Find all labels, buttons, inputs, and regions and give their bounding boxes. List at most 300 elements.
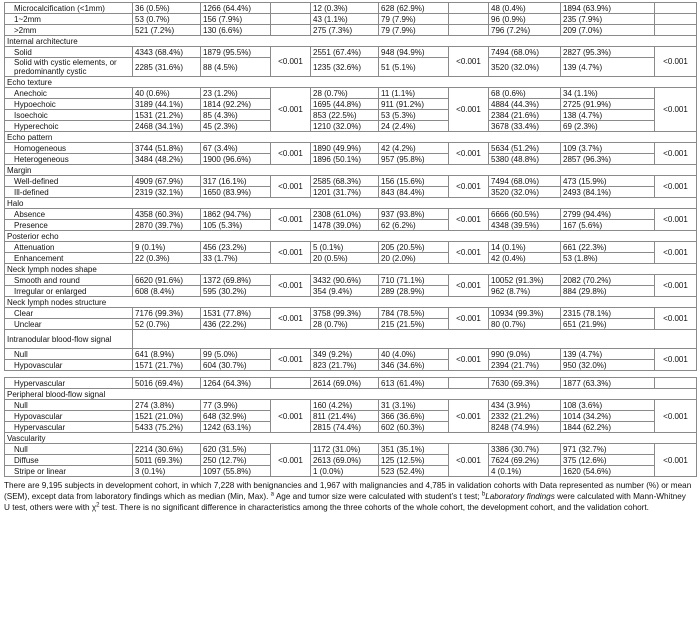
value-cell: 1097 (55.8%) xyxy=(201,466,271,477)
value-cell: 2827 (95.3%) xyxy=(561,47,655,58)
empty-cell xyxy=(449,25,489,36)
value-cell: 3 (0.1%) xyxy=(133,466,201,477)
value-cell: 5011 (69.3%) xyxy=(133,455,201,466)
group-header-row xyxy=(5,165,697,176)
group-label: Echo texture xyxy=(5,77,697,88)
value-cell: 1571 (21.7%) xyxy=(133,360,201,371)
empty-cell xyxy=(271,14,311,25)
value-cell: 1620 (54.6%) xyxy=(561,466,655,477)
empty-cell xyxy=(655,3,697,14)
value-cell: 7630 (69.3%) xyxy=(489,378,561,389)
row-label: Solid xyxy=(5,47,133,58)
value-cell: 317 (16.1%) xyxy=(201,176,271,187)
row-label: Null xyxy=(5,444,133,455)
value-cell: 1879 (95.5%) xyxy=(201,47,271,58)
value-cell: 52 (0.7%) xyxy=(133,319,201,330)
group-label: Posterior echo xyxy=(5,231,697,242)
value-cell: 971 (32.7%) xyxy=(561,444,655,455)
value-cell: 53 (5.3%) xyxy=(379,110,449,121)
value-cell: 843 (84.4%) xyxy=(379,187,449,198)
value-cell: 3432 (90.6%) xyxy=(311,275,379,286)
value-cell: 962 (8.7%) xyxy=(489,286,561,297)
p-value-cell: <0.001 xyxy=(655,242,697,264)
value-cell: 10052 (91.3%) xyxy=(489,275,561,286)
value-cell: 5 (0.1%) xyxy=(311,242,379,253)
value-cell: 473 (15.9%) xyxy=(561,176,655,187)
value-cell: 10934 (99.3%) xyxy=(489,308,561,319)
value-cell: 138 (4.7%) xyxy=(561,110,655,121)
table-row xyxy=(5,422,697,433)
value-cell: 53 (1.8%) xyxy=(561,253,655,264)
value-cell: 1531 (77.8%) xyxy=(201,308,271,319)
table-row xyxy=(5,154,697,165)
value-cell: 4343 (68.4%) xyxy=(133,47,201,58)
footnote-text-2: Age and tumor size were calculated with student’s t test; xyxy=(274,492,482,501)
row-label: Hypovascular xyxy=(5,411,133,422)
table-row xyxy=(5,99,697,110)
row-label: Stripe or linear xyxy=(5,466,133,477)
value-cell: 604 (30.7%) xyxy=(201,360,271,371)
characteristics-table-lower xyxy=(4,377,697,477)
value-cell: 641 (8.9%) xyxy=(133,349,201,360)
p-value-cell: <0.001 xyxy=(655,143,697,165)
footnote-sup-b: b xyxy=(481,491,486,498)
p-value-cell: <0.001 xyxy=(449,47,489,77)
group-label: Neck lymph nodes structure xyxy=(5,297,697,308)
value-cell: 80 (0.7%) xyxy=(489,319,561,330)
value-cell: 351 (35.1%) xyxy=(379,444,449,455)
value-cell: 853 (22.5%) xyxy=(311,110,379,121)
group-header-row xyxy=(5,330,697,349)
row-label: Null xyxy=(5,349,133,360)
row-label: Irregular or enlarged xyxy=(5,286,133,297)
value-cell: 2613 (69.0%) xyxy=(311,455,379,466)
value-cell: 9 (0.1%) xyxy=(133,242,201,253)
row-label: Solid with cystic elements, or predominantly cystic xyxy=(5,58,133,77)
value-cell: 1235 (32.6%) xyxy=(311,58,379,77)
table-row xyxy=(5,143,697,154)
value-cell: 1844 (62.2%) xyxy=(561,422,655,433)
empty-cell xyxy=(271,3,311,14)
p-value-cell: <0.001 xyxy=(655,349,697,371)
group-header-row xyxy=(5,389,697,400)
value-cell: 620 (31.5%) xyxy=(201,444,271,455)
row-label: Ill-defined xyxy=(5,187,133,198)
characteristics-table-upper xyxy=(4,2,697,371)
value-cell: 6620 (91.6%) xyxy=(133,275,201,286)
value-cell: 366 (36.6%) xyxy=(379,411,449,422)
footnote-italic: Laboratory findings xyxy=(485,492,555,501)
group-header-row xyxy=(5,77,697,88)
group-label: Echo pattern xyxy=(5,132,697,143)
value-cell: 3678 (33.4%) xyxy=(489,121,561,132)
value-cell: 1172 (31.0%) xyxy=(311,444,379,455)
value-cell: 608 (8.4%) xyxy=(133,286,201,297)
value-cell: 5433 (75.2%) xyxy=(133,422,201,433)
p-value-cell: <0.001 xyxy=(655,444,697,477)
value-cell: 4348 (39.5%) xyxy=(489,220,561,231)
value-cell: 2857 (96.3%) xyxy=(561,154,655,165)
row-label: Heterogeneous xyxy=(5,154,133,165)
value-cell: 661 (22.3%) xyxy=(561,242,655,253)
footnote-text-3: were calculated with Mann-Whitney U test, others were with χ xyxy=(4,492,686,512)
value-cell: 3758 (99.3%) xyxy=(311,308,379,319)
value-cell: 139 (4.7%) xyxy=(561,58,655,77)
value-cell: 130 (6.6%) xyxy=(201,25,271,36)
table-row xyxy=(5,3,697,14)
value-cell: 235 (7.9%) xyxy=(561,14,655,25)
row-label: Anechoic xyxy=(5,88,133,99)
value-cell: 1896 (50.1%) xyxy=(311,154,379,165)
table-row xyxy=(5,275,697,286)
row-label: Microcalcification (<1mm) xyxy=(5,3,133,14)
value-cell: 7494 (68.0%) xyxy=(489,176,561,187)
value-cell: 3520 (32.0%) xyxy=(489,58,561,77)
value-cell: 1894 (63.9%) xyxy=(561,3,655,14)
value-cell: 205 (20.5%) xyxy=(379,242,449,253)
value-cell: 651 (21.9%) xyxy=(561,319,655,330)
value-cell: 2308 (61.0%) xyxy=(311,209,379,220)
value-cell: 2585 (68.3%) xyxy=(311,176,379,187)
table-row xyxy=(5,444,697,455)
value-cell: 1814 (92.2%) xyxy=(201,99,271,110)
table-row xyxy=(5,25,697,36)
value-cell: 79 (7.9%) xyxy=(379,14,449,25)
empty-cell xyxy=(655,25,697,36)
value-cell: 3484 (48.2%) xyxy=(133,154,201,165)
row-label: Clear xyxy=(5,308,133,319)
value-cell: 79 (7.9%) xyxy=(379,25,449,36)
p-value-cell: <0.001 xyxy=(271,176,311,198)
value-cell: 48 (0.4%) xyxy=(489,3,561,14)
table-row xyxy=(5,319,697,330)
value-cell: 4 (0.1%) xyxy=(489,466,561,477)
value-cell: 1862 (94.7%) xyxy=(201,209,271,220)
value-cell: 2551 (67.4%) xyxy=(311,47,379,58)
value-cell: 24 (2.4%) xyxy=(379,121,449,132)
value-cell: 796 (7.2%) xyxy=(489,25,561,36)
p-value-cell: <0.001 xyxy=(271,349,311,371)
value-cell: 209 (7.0%) xyxy=(561,25,655,36)
value-cell: 2725 (91.9%) xyxy=(561,99,655,110)
value-cell: 96 (0.9%) xyxy=(489,14,561,25)
value-cell: 2315 (78.1%) xyxy=(561,308,655,319)
group-header-row xyxy=(5,264,697,275)
value-cell: 811 (21.4%) xyxy=(311,411,379,422)
p-value-cell: <0.001 xyxy=(271,143,311,165)
value-cell: 6666 (60.5%) xyxy=(489,209,561,220)
value-cell: 3520 (32.0%) xyxy=(489,187,561,198)
value-cell: 20 (0.5%) xyxy=(311,253,379,264)
value-cell: 125 (12.5%) xyxy=(379,455,449,466)
group-header-row xyxy=(5,132,697,143)
value-cell: 521 (7.2%) xyxy=(133,25,201,36)
value-cell: 105 (5.3%) xyxy=(201,220,271,231)
row-label: Hypoechoic xyxy=(5,99,133,110)
empty-cell xyxy=(449,14,489,25)
value-cell: 2082 (70.2%) xyxy=(561,275,655,286)
row-label: Hyperechoic xyxy=(5,121,133,132)
document-page xyxy=(4,2,696,513)
value-cell: 77 (3.9%) xyxy=(201,400,271,411)
value-cell: 613 (61.4%) xyxy=(379,378,449,389)
p-value-cell: <0.001 xyxy=(655,47,697,77)
value-cell: 12 (0.3%) xyxy=(311,3,379,14)
row-label: >2mm xyxy=(5,25,133,36)
value-cell: 69 (2.3%) xyxy=(561,121,655,132)
p-value-cell: <0.001 xyxy=(449,400,489,433)
p-value-cell: <0.001 xyxy=(655,275,697,297)
value-cell: 456 (23.2%) xyxy=(201,242,271,253)
p-value-cell: <0.001 xyxy=(271,242,311,264)
value-cell: 2493 (84.1%) xyxy=(561,187,655,198)
value-cell: 42 (4.2%) xyxy=(379,143,449,154)
value-cell: 2614 (69.0%) xyxy=(311,378,379,389)
value-cell: 957 (95.8%) xyxy=(379,154,449,165)
value-cell: 823 (21.7%) xyxy=(311,360,379,371)
value-cell: 2815 (74.4%) xyxy=(311,422,379,433)
row-label: Hypervascular xyxy=(5,422,133,433)
value-cell: 3386 (30.7%) xyxy=(489,444,561,455)
value-cell: 156 (7.9%) xyxy=(201,14,271,25)
row-label: Enhancement xyxy=(5,253,133,264)
value-cell: 8248 (74.9%) xyxy=(489,422,561,433)
value-cell: 2319 (32.1%) xyxy=(133,187,201,198)
value-cell: 1900 (96.6%) xyxy=(201,154,271,165)
value-cell: 99 (5.0%) xyxy=(201,349,271,360)
p-value-cell: <0.001 xyxy=(271,47,311,77)
table-row xyxy=(5,121,697,132)
p-value-cell: <0.001 xyxy=(449,143,489,165)
table-row xyxy=(5,455,697,466)
value-cell: 1531 (21.2%) xyxy=(133,110,201,121)
value-cell: 648 (32.9%) xyxy=(201,411,271,422)
group-label: Neck lymph nodes shape xyxy=(5,264,697,275)
row-label: Absence xyxy=(5,209,133,220)
value-cell: 7624 (69.2%) xyxy=(489,455,561,466)
value-cell: 1890 (49.9%) xyxy=(311,143,379,154)
table-row xyxy=(5,253,697,264)
value-cell: 784 (78.5%) xyxy=(379,308,449,319)
value-cell: 948 (94.9%) xyxy=(379,47,449,58)
value-cell: 990 (9.0%) xyxy=(489,349,561,360)
row-label: Hypervascular xyxy=(5,378,133,389)
value-cell: 289 (28.9%) xyxy=(379,286,449,297)
value-cell: 436 (22.2%) xyxy=(201,319,271,330)
table-row xyxy=(5,411,697,422)
value-cell: 28 (0.7%) xyxy=(311,88,379,99)
table-row xyxy=(5,400,697,411)
table-row xyxy=(5,220,697,231)
p-value-cell: <0.001 xyxy=(449,349,489,371)
row-label: Diffuse xyxy=(5,455,133,466)
value-cell: 7494 (68.0%) xyxy=(489,47,561,58)
value-cell: 1372 (69.8%) xyxy=(201,275,271,286)
value-cell: 68 (0.6%) xyxy=(489,88,561,99)
value-cell: 53 (0.7%) xyxy=(133,14,201,25)
p-value-cell: <0.001 xyxy=(271,444,311,477)
value-cell: 950 (32.0%) xyxy=(561,360,655,371)
value-cell: 42 (0.4%) xyxy=(489,253,561,264)
value-cell: 85 (4.3%) xyxy=(201,110,271,121)
value-cell: 346 (34.6%) xyxy=(379,360,449,371)
value-cell: 595 (30.2%) xyxy=(201,286,271,297)
value-cell: 2799 (94.4%) xyxy=(561,209,655,220)
table-row xyxy=(5,209,697,220)
value-cell: 1014 (34.2%) xyxy=(561,411,655,422)
row-label: Homogeneous xyxy=(5,143,133,154)
p-value-cell: <0.001 xyxy=(449,88,489,132)
value-cell: 88 (4.5%) xyxy=(201,58,271,77)
table-row xyxy=(5,349,697,360)
value-cell: 1478 (39.0%) xyxy=(311,220,379,231)
table-row xyxy=(5,242,697,253)
value-cell: 109 (3.7%) xyxy=(561,143,655,154)
value-cell: 31 (3.1%) xyxy=(379,400,449,411)
value-cell: 40 (0.6%) xyxy=(133,88,201,99)
value-cell: 139 (4.7%) xyxy=(561,349,655,360)
value-cell: 51 (5.1%) xyxy=(379,58,449,77)
value-cell: 523 (52.4%) xyxy=(379,466,449,477)
p-value-cell: <0.001 xyxy=(271,209,311,231)
value-cell: 2285 (31.6%) xyxy=(133,58,201,77)
value-cell: 4909 (67.9%) xyxy=(133,176,201,187)
value-cell: 710 (71.1%) xyxy=(379,275,449,286)
value-cell: 1650 (83.9%) xyxy=(201,187,271,198)
value-cell: 67 (3.4%) xyxy=(201,143,271,154)
p-value-cell: <0.001 xyxy=(655,400,697,433)
value-cell: 1877 (63.3%) xyxy=(561,378,655,389)
group-header-row xyxy=(5,198,697,209)
footnote-sup-a: a xyxy=(270,491,274,498)
value-cell: 1266 (64.4%) xyxy=(201,3,271,14)
p-value-cell: <0.001 xyxy=(449,176,489,198)
value-cell: 5016 (69.4%) xyxy=(133,378,201,389)
value-cell: 156 (15.6%) xyxy=(379,176,449,187)
p-value-cell: <0.001 xyxy=(655,209,697,231)
value-cell: 7176 (99.3%) xyxy=(133,308,201,319)
p-value-cell: <0.001 xyxy=(449,242,489,264)
empty-cell xyxy=(271,378,311,389)
table-row xyxy=(5,110,697,121)
value-cell: 160 (4.2%) xyxy=(311,400,379,411)
value-cell: 40 (4.0%) xyxy=(379,349,449,360)
table-row xyxy=(5,286,697,297)
value-cell: 23 (1.2%) xyxy=(201,88,271,99)
table-row xyxy=(5,88,697,99)
value-cell: 1 (0.0%) xyxy=(311,466,379,477)
row-label: Isoechoic xyxy=(5,110,133,121)
table-row xyxy=(5,466,697,477)
value-cell: 937 (93.8%) xyxy=(379,209,449,220)
table-row xyxy=(5,58,697,77)
value-cell: 28 (0.7%) xyxy=(311,319,379,330)
value-cell: 434 (3.9%) xyxy=(489,400,561,411)
row-label: Null xyxy=(5,400,133,411)
table-row xyxy=(5,308,697,319)
value-cell: 2870 (39.7%) xyxy=(133,220,201,231)
empty-cell xyxy=(449,3,489,14)
value-cell: 628 (62.9%) xyxy=(379,3,449,14)
value-cell: 45 (2.3%) xyxy=(201,121,271,132)
p-value-cell: <0.001 xyxy=(271,308,311,330)
value-cell: 1695 (44.8%) xyxy=(311,99,379,110)
group-label: Intranodular blood-flow signal xyxy=(5,330,133,349)
row-label: Attenuation xyxy=(5,242,133,253)
group-header-row xyxy=(5,297,697,308)
value-cell: 215 (21.5%) xyxy=(379,319,449,330)
value-cell: 911 (91.2%) xyxy=(379,99,449,110)
p-value-cell: <0.001 xyxy=(449,275,489,297)
p-value-cell: <0.001 xyxy=(655,308,697,330)
p-value-cell: <0.001 xyxy=(449,308,489,330)
footnote-text-4: test. There is no significant difference in characteristics among the three cohorts of the whole cohort, the development cohort, and the validation cohort. xyxy=(99,503,649,512)
group-label: Halo xyxy=(5,198,697,209)
p-value-cell: <0.001 xyxy=(449,209,489,231)
p-value-cell: <0.001 xyxy=(655,176,697,198)
value-cell: 2468 (34.1%) xyxy=(133,121,201,132)
value-cell: 167 (5.6%) xyxy=(561,220,655,231)
footnote-sup-2: 2 xyxy=(96,502,100,509)
value-cell: 3744 (51.8%) xyxy=(133,143,201,154)
group-header-row xyxy=(5,36,697,47)
value-cell: 1242 (63.1%) xyxy=(201,422,271,433)
group-label: Vascularity xyxy=(5,433,697,444)
table-row xyxy=(5,176,697,187)
empty-cell xyxy=(655,378,697,389)
table-footnote xyxy=(4,480,694,513)
p-value-cell: <0.001 xyxy=(655,88,697,132)
value-cell: 36 (0.5%) xyxy=(133,3,201,14)
p-value-cell: <0.001 xyxy=(271,275,311,297)
value-cell: 274 (3.8%) xyxy=(133,400,201,411)
p-value-cell: <0.001 xyxy=(449,444,489,477)
value-cell: 2394 (21.7%) xyxy=(489,360,561,371)
row-label: Well-defined xyxy=(5,176,133,187)
value-cell: 43 (1.1%) xyxy=(311,14,379,25)
value-cell: 34 (1.1%) xyxy=(561,88,655,99)
value-cell: 62 (6.2%) xyxy=(379,220,449,231)
p-value-cell: <0.001 xyxy=(271,88,311,132)
group-label: Peripheral blood-flow signal xyxy=(5,389,697,400)
value-cell: 1201 (31.7%) xyxy=(311,187,379,198)
row-label: Hypovascular xyxy=(5,360,133,371)
empty-cell xyxy=(133,330,697,349)
value-cell: 20 (2.0%) xyxy=(379,253,449,264)
empty-cell xyxy=(449,378,489,389)
empty-cell xyxy=(271,25,311,36)
value-cell: 14 (0.1%) xyxy=(489,242,561,253)
table-row xyxy=(5,47,697,58)
value-cell: 2332 (21.2%) xyxy=(489,411,561,422)
table-row xyxy=(5,187,697,198)
value-cell: 5380 (48.8%) xyxy=(489,154,561,165)
value-cell: 2384 (21.6%) xyxy=(489,110,561,121)
value-cell: 349 (9.2%) xyxy=(311,349,379,360)
row-label: 1~2mm xyxy=(5,14,133,25)
value-cell: 250 (12.7%) xyxy=(201,455,271,466)
p-value-cell: <0.001 xyxy=(271,400,311,433)
value-cell: 1264 (64.3%) xyxy=(201,378,271,389)
value-cell: 108 (3.6%) xyxy=(561,400,655,411)
value-cell: 375 (12.6%) xyxy=(561,455,655,466)
row-label: Presence xyxy=(5,220,133,231)
value-cell: 4358 (60.3%) xyxy=(133,209,201,220)
value-cell: 2214 (30.6%) xyxy=(133,444,201,455)
value-cell: 5634 (51.2%) xyxy=(489,143,561,154)
value-cell: 3189 (44.1%) xyxy=(133,99,201,110)
value-cell: 22 (0.3%) xyxy=(133,253,201,264)
